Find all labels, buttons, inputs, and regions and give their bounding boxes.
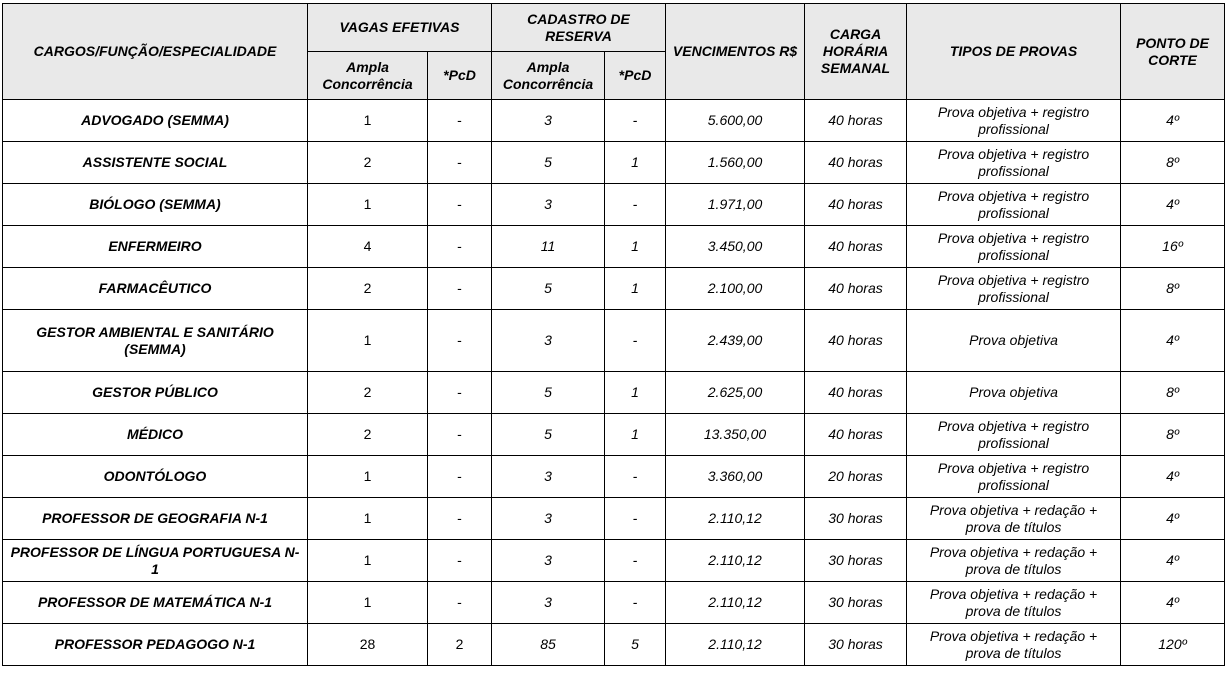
vencimento-cell: 3.450,00 [666, 226, 805, 268]
reserva-ampla-cell: 3 [492, 498, 605, 540]
reserva-ampla-cell: 11 [492, 226, 605, 268]
vagas-ampla-cell: 4 [308, 226, 428, 268]
reserva-ampla-cell: 5 [492, 268, 605, 310]
table-row [3, 456, 1225, 498]
vagas-pcd-cell: - [428, 372, 492, 414]
ponto-corte-cell: 4º [1121, 540, 1225, 582]
tipo-prova-cell: Prova objetiva + registro profissional [907, 268, 1121, 310]
vagas-pcd-cell: - [428, 184, 492, 226]
table-row [3, 268, 1225, 310]
header-cr-pcd: *PcD [605, 52, 666, 100]
vagas-ampla-cell: 2 [308, 372, 428, 414]
tipo-prova-cell: Prova objetiva + registro profissional [907, 414, 1121, 456]
reserva-pcd-cell: 1 [605, 268, 666, 310]
vencimento-cell: 13.350,00 [666, 414, 805, 456]
tipo-prova-cell: Prova objetiva + redação + prova de títulos [907, 498, 1121, 540]
vencimento-cell: 2.110,12 [666, 540, 805, 582]
reserva-ampla-cell: 3 [492, 456, 605, 498]
carga-horaria-cell: 40 horas [805, 310, 907, 372]
header-vagas-efetivas: VAGAS EFETIVAS [308, 4, 492, 52]
tipo-prova-cell: Prova objetiva + registro profissional [907, 226, 1121, 268]
vagas-ampla-cell: 2 [308, 414, 428, 456]
table-row [3, 372, 1225, 414]
cargo-cell: PROFESSOR DE MATEMÁTICA N-1 [3, 582, 308, 624]
vagas-pcd-cell: - [428, 414, 492, 456]
tipo-prova-cell: Prova objetiva + registro profissional [907, 184, 1121, 226]
cargo-cell: ENFERMEIRO [3, 226, 308, 268]
reserva-ampla-cell: 5 [492, 142, 605, 184]
ponto-corte-cell: 4º [1121, 582, 1225, 624]
tipo-prova-cell: Prova objetiva [907, 372, 1121, 414]
table-row [3, 498, 1225, 540]
reserva-ampla-cell: 5 [492, 414, 605, 456]
reserva-ampla-cell: 3 [492, 540, 605, 582]
header-vencimentos: VENCIMENTOS R$ [666, 4, 805, 100]
vencimento-cell: 2.110,12 [666, 582, 805, 624]
cargo-cell: ADVOGADO (SEMMA) [3, 100, 308, 142]
header-cargo: CARGOS/FUNÇÃO/ESPECIALIDADE [3, 4, 308, 100]
vagas-ampla-cell: 1 [308, 456, 428, 498]
reserva-ampla-cell: 3 [492, 310, 605, 372]
reserva-pcd-cell: - [605, 100, 666, 142]
table-row [3, 100, 1225, 142]
ponto-corte-cell: 8º [1121, 142, 1225, 184]
ponto-corte-cell: 4º [1121, 498, 1225, 540]
cargo-cell: PROFESSOR DE LÍNGUA PORTUGUESA N-1 [3, 540, 308, 582]
table-row [3, 582, 1225, 624]
table-row [3, 414, 1225, 456]
reserva-ampla-cell: 3 [492, 582, 605, 624]
reserva-pcd-cell: 1 [605, 372, 666, 414]
vencimento-cell: 1.560,00 [666, 142, 805, 184]
header-ponto-corte: PONTO DE CORTE [1121, 4, 1225, 100]
carga-horaria-cell: 30 horas [805, 540, 907, 582]
table-row [3, 142, 1225, 184]
vagas-pcd-cell: - [428, 456, 492, 498]
header-cadastro-reserva: CADASTRO DE RESERVA [492, 4, 666, 52]
reserva-ampla-cell: 3 [492, 100, 605, 142]
header-carga-horaria: CARGA HORÁRIA SEMANAL [805, 4, 907, 100]
carga-horaria-cell: 40 horas [805, 142, 907, 184]
vagas-ampla-cell: 1 [308, 100, 428, 142]
vagas-pcd-cell: - [428, 268, 492, 310]
header-tipos-provas: TIPOS DE PROVAS [907, 4, 1121, 100]
tipo-prova-cell: Prova objetiva + redação + prova de títulos [907, 540, 1121, 582]
vencimento-cell: 5.600,00 [666, 100, 805, 142]
vagas-ampla-cell: 2 [308, 268, 428, 310]
reserva-pcd-cell: - [605, 456, 666, 498]
cargo-cell: PROFESSOR DE GEOGRAFIA N-1 [3, 498, 308, 540]
vagas-ampla-cell: 2 [308, 142, 428, 184]
vencimento-cell: 1.971,00 [666, 184, 805, 226]
header-ve-pcd: *PcD [428, 52, 492, 100]
tipo-prova-cell: Prova objetiva [907, 310, 1121, 372]
tipo-prova-cell: Prova objetiva + redação + prova de títulos [907, 582, 1121, 624]
tipo-prova-cell: Prova objetiva + registro profissional [907, 456, 1121, 498]
reserva-ampla-cell: 3 [492, 184, 605, 226]
header-row-1 [3, 4, 1225, 52]
tipo-prova-cell: Prova objetiva + redação + prova de títulos [907, 624, 1121, 666]
ponto-corte-cell: 8º [1121, 414, 1225, 456]
carga-horaria-cell: 30 horas [805, 498, 907, 540]
ponto-corte-cell: 4º [1121, 456, 1225, 498]
vencimento-cell: 2.625,00 [666, 372, 805, 414]
vagas-ampla-cell: 1 [308, 582, 428, 624]
ponto-corte-cell: 120º [1121, 624, 1225, 666]
reserva-ampla-cell: 5 [492, 372, 605, 414]
vagas-ampla-cell: 1 [308, 498, 428, 540]
cargo-cell: ODONTÓLOGO [3, 456, 308, 498]
ponto-corte-cell: 8º [1121, 268, 1225, 310]
reserva-pcd-cell: - [605, 582, 666, 624]
vagas-pcd-cell: - [428, 310, 492, 372]
vagas-ampla-cell: 28 [308, 624, 428, 666]
vagas-pcd-cell: - [428, 540, 492, 582]
cargo-cell: FARMACÊUTICO [3, 268, 308, 310]
vagas-table [2, 3, 1225, 666]
carga-horaria-cell: 30 horas [805, 582, 907, 624]
table-row [3, 310, 1225, 372]
tipo-prova-cell: Prova objetiva + registro profissional [907, 142, 1121, 184]
header-cr-ampla: Ampla Concorrência [492, 52, 605, 100]
carga-horaria-cell: 30 horas [805, 624, 907, 666]
reserva-pcd-cell: 1 [605, 226, 666, 268]
cargo-cell: ASSISTENTE SOCIAL [3, 142, 308, 184]
vencimento-cell: 3.360,00 [666, 456, 805, 498]
vagas-pcd-cell: - [428, 226, 492, 268]
table-row [3, 184, 1225, 226]
vencimento-cell: 2.439,00 [666, 310, 805, 372]
cargo-cell: GESTOR AMBIENTAL E SANITÁRIO (SEMMA) [3, 310, 308, 372]
vagas-ampla-cell: 1 [308, 540, 428, 582]
vagas-pcd-cell: - [428, 142, 492, 184]
reserva-pcd-cell: 1 [605, 142, 666, 184]
tipo-prova-cell: Prova objetiva + registro profissional [907, 100, 1121, 142]
vencimento-cell: 2.110,12 [666, 624, 805, 666]
cargo-cell: GESTOR PÚBLICO [3, 372, 308, 414]
vencimento-cell: 2.110,12 [666, 498, 805, 540]
cargo-cell: MÉDICO [3, 414, 308, 456]
carga-horaria-cell: 40 horas [805, 100, 907, 142]
reserva-pcd-cell: 1 [605, 414, 666, 456]
ponto-corte-cell: 4º [1121, 184, 1225, 226]
carga-horaria-cell: 40 horas [805, 268, 907, 310]
ponto-corte-cell: 8º [1121, 372, 1225, 414]
table-body [3, 100, 1225, 666]
reserva-pcd-cell: 5 [605, 624, 666, 666]
table-row [3, 540, 1225, 582]
reserva-pcd-cell: - [605, 184, 666, 226]
header-ve-ampla: Ampla Concorrência [308, 52, 428, 100]
reserva-pcd-cell: - [605, 540, 666, 582]
carga-horaria-cell: 40 horas [805, 372, 907, 414]
reserva-ampla-cell: 85 [492, 624, 605, 666]
cargo-cell: BIÓLOGO (SEMMA) [3, 184, 308, 226]
ponto-corte-cell: 4º [1121, 310, 1225, 372]
reserva-pcd-cell: - [605, 498, 666, 540]
vagas-ampla-cell: 1 [308, 310, 428, 372]
vagas-pcd-cell: - [428, 498, 492, 540]
cargo-cell: PROFESSOR PEDAGOGO N-1 [3, 624, 308, 666]
ponto-corte-cell: 16º [1121, 226, 1225, 268]
vagas-ampla-cell: 1 [308, 184, 428, 226]
carga-horaria-cell: 20 horas [805, 456, 907, 498]
table-row [3, 226, 1225, 268]
vagas-pcd-cell: - [428, 582, 492, 624]
ponto-corte-cell: 4º [1121, 100, 1225, 142]
vagas-pcd-cell: 2 [428, 624, 492, 666]
table-row [3, 624, 1225, 666]
carga-horaria-cell: 40 horas [805, 226, 907, 268]
vencimento-cell: 2.100,00 [666, 268, 805, 310]
carga-horaria-cell: 40 horas [805, 184, 907, 226]
vagas-pcd-cell: - [428, 100, 492, 142]
carga-horaria-cell: 40 horas [805, 414, 907, 456]
reserva-pcd-cell: - [605, 310, 666, 372]
